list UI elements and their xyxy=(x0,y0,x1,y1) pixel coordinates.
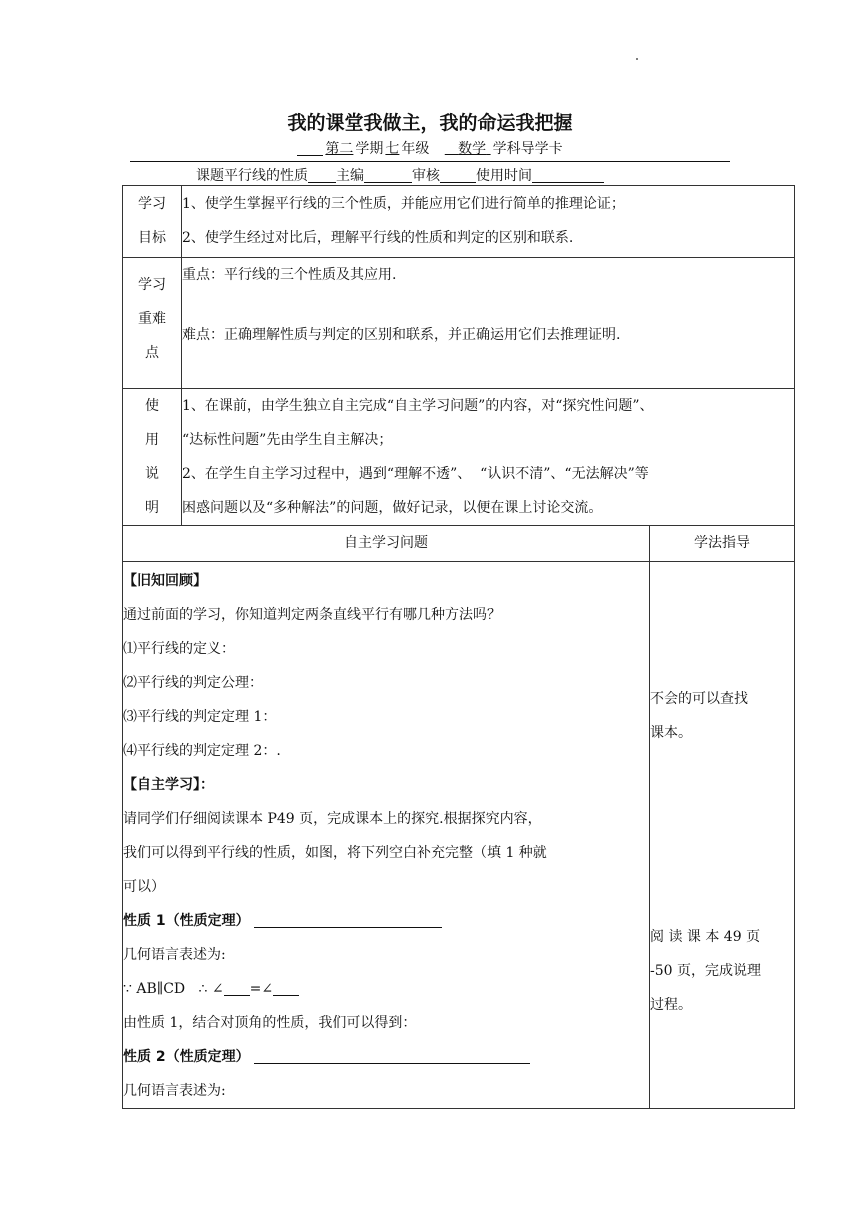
review-item: ⑴平行线的定义： xyxy=(123,641,235,657)
keypoints-label-2: 重难 xyxy=(138,311,166,327)
usage-line: “达标性问题”先由学生自主解决； xyxy=(182,432,393,448)
objectives-label-1: 学习 xyxy=(138,196,166,212)
objectives-label-2: 目标 xyxy=(138,230,166,246)
property-2-label: 性质 2（性质定理） xyxy=(123,1049,250,1065)
keypoints-label xyxy=(123,258,182,389)
self-study-heading: 【自主学习】： xyxy=(123,777,214,793)
grade-value: 七 xyxy=(385,141,400,157)
column-header-questions: 自主学习问题 xyxy=(123,526,650,562)
guidance-tip: 阅 读 课 本 49 页 xyxy=(650,929,761,945)
usage-row xyxy=(123,389,795,526)
review-heading: 【旧知回顾】 xyxy=(123,573,207,589)
self-study-text: 可以） xyxy=(123,879,165,895)
page-dot xyxy=(636,58,638,60)
objectives-label xyxy=(123,186,182,258)
objective-item: 2、使学生经过对比后，理解平行线的性质和判定的区别和联系. xyxy=(182,230,574,246)
topic-blank xyxy=(308,168,336,183)
course-topic: 课题平行线的性质 xyxy=(196,168,308,184)
header-rule xyxy=(130,161,730,162)
geo-because: ∵ AB∥CD xyxy=(123,981,186,997)
guidance-tip: 课本。 xyxy=(650,725,692,741)
usage-label-4: 明 xyxy=(145,500,159,516)
guidance-spacer xyxy=(650,562,794,682)
usage-line: 2、在学生自主学习过程中，遇到“理解不透”、 “认识不清”、“无法解决”等 xyxy=(182,466,649,482)
usage-label-1: 使 xyxy=(145,398,159,414)
keypoints-content xyxy=(182,258,795,389)
geo-therefore: ∴ ∠ xyxy=(198,981,224,997)
grade-suffix: 年级 xyxy=(401,141,430,157)
editor-label: 主编 xyxy=(336,168,364,184)
self-study-text: 我们可以得到平行线的性质，如图，将下列空白补充完整（填 1 种就 xyxy=(123,845,547,861)
guidance-tip: 不会的可以查找 xyxy=(650,691,748,707)
column-header-guidance: 学法指导 xyxy=(650,526,795,562)
difficulty-text: 难点：正确理解性质与判定的区别和联系，并正确运用它们去推理证明. xyxy=(182,327,621,343)
guide-table xyxy=(122,185,795,1109)
review-item: ⑵平行线的判定公理： xyxy=(123,675,263,691)
derive-text: 由性质 1，结合对顶角的性质，我们可以得到： xyxy=(123,1015,417,1031)
property-1-line xyxy=(123,904,649,938)
subtitle-line xyxy=(0,138,860,158)
content-row xyxy=(123,562,795,1109)
blank-line xyxy=(297,141,323,156)
semester-value: 第二 xyxy=(325,141,354,157)
usage-label-2: 用 xyxy=(145,432,159,448)
usage-content xyxy=(182,389,795,526)
property-1-blank xyxy=(254,913,442,928)
guidance-tip: 过程。 xyxy=(650,997,692,1013)
guidance-spacer xyxy=(650,750,794,920)
usage-line: 1、在课前，由学生独立自主完成“自主学习问题”的内容，对“探究性问题”、 xyxy=(182,398,654,414)
geo-statement xyxy=(123,972,649,1006)
page-title: 我的课堂我做主，我的命运我把握 xyxy=(287,112,573,134)
key-point-text: 重点：平行线的三个性质及其应用. xyxy=(182,267,397,283)
subject-text: 数学 xyxy=(458,141,487,157)
questions-content xyxy=(123,562,650,1109)
semester-suffix: 学期 xyxy=(355,141,384,157)
course-line xyxy=(196,165,604,185)
review-item: ⑶平行线的判定定理 1： xyxy=(123,709,277,725)
reviewer-blank xyxy=(440,168,476,183)
review-item: ⑷平行线的判定定理 2：. xyxy=(123,743,281,759)
property-1-label: 性质 1（性质定理） xyxy=(123,913,250,929)
geo-equals: =∠ xyxy=(249,981,274,997)
usage-label xyxy=(123,389,182,526)
time-label: 使用时间 xyxy=(476,168,532,184)
objectives-content xyxy=(182,186,795,258)
guidance-tip: -50 页，完成说理 xyxy=(650,963,761,979)
property-2-line xyxy=(123,1040,649,1074)
geo-label: 几何语言表述为: xyxy=(123,1083,226,1099)
usage-line: 困惑问题以及“多种解法”的问题，做好记录，以便在课上讨论交流。 xyxy=(182,500,603,516)
angle-blank-2 xyxy=(273,981,299,996)
property-2-blank xyxy=(254,1049,530,1064)
keypoints-label-1: 学习 xyxy=(138,277,166,293)
keypoints-row xyxy=(123,258,795,389)
review-question: 通过前面的学习，你知道判定两条直线平行有哪几种方法吗？ xyxy=(123,607,501,623)
keypoints-label-3: 点 xyxy=(145,345,159,361)
editor-blank xyxy=(364,168,412,183)
geo-label: 几何语言表述为: xyxy=(123,947,226,963)
objectives-row xyxy=(123,186,795,258)
usage-label-3: 说 xyxy=(145,466,159,482)
angle-blank-1 xyxy=(224,981,250,996)
self-study-text: 请同学们仔细阅读课本 P49 页，完成课本上的探究.根据探究内容， xyxy=(123,811,542,827)
objective-item: 1、使学生掌握平行线的三个性质，并能应用它们进行简单的推理论证； xyxy=(182,196,625,212)
reviewer-label: 审核 xyxy=(412,168,440,184)
column-header-row xyxy=(123,526,795,562)
time-blank xyxy=(532,168,604,183)
guidance-content xyxy=(650,562,795,1109)
subject-value xyxy=(443,141,493,157)
card-suffix: 学科导学卡 xyxy=(492,141,563,157)
